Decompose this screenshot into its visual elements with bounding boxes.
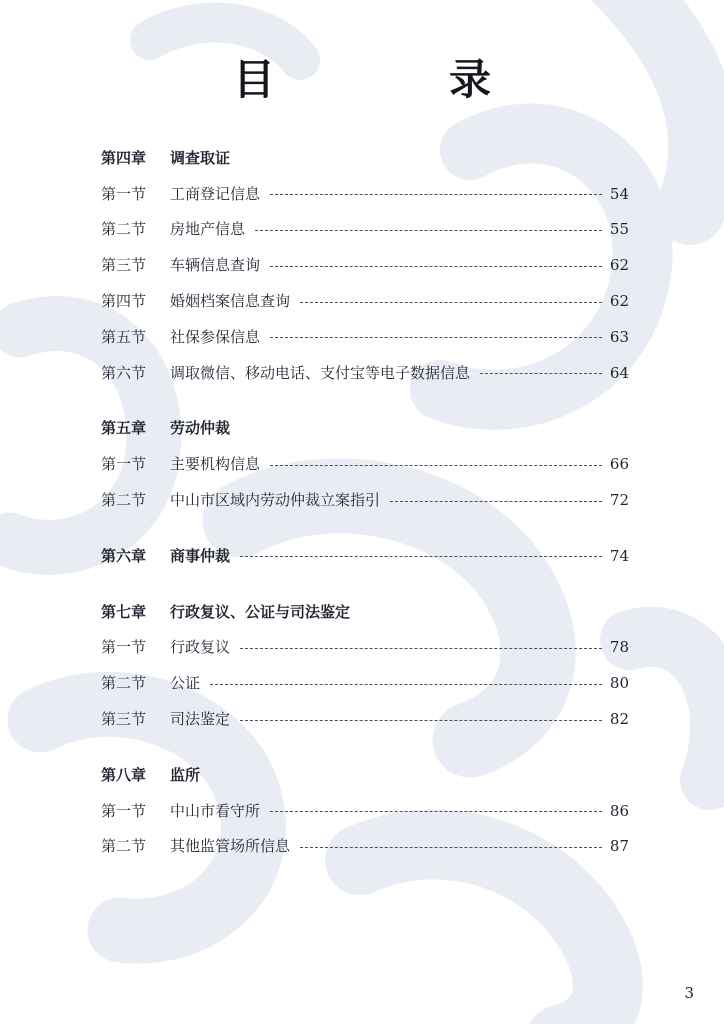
toc-section-row[interactable] <box>101 793 629 829</box>
section-number: 第三节 <box>101 256 147 275</box>
page-number: 3 <box>684 984 694 1002</box>
section-title: 司法鉴定 <box>170 710 231 729</box>
section-number: 第一节 <box>101 184 147 203</box>
toc-chapter-group <box>101 411 629 518</box>
dotted-leader <box>270 266 602 267</box>
toc-chapter-group <box>101 538 629 574</box>
toc-page-number: 62 <box>609 256 629 275</box>
toc-page-number: 82 <box>609 710 629 729</box>
dotted-leader <box>480 373 602 374</box>
dotted-leader <box>270 337 602 338</box>
dotted-leader <box>240 720 602 721</box>
toc-chapter-group <box>101 757 629 864</box>
toc-page-number: 55 <box>609 220 629 239</box>
section-number: 第一节 <box>101 638 147 657</box>
toc-section-row[interactable] <box>101 247 629 283</box>
dotted-leader <box>240 648 602 649</box>
section-title: 主要机构信息 <box>170 455 261 474</box>
toc-chapter-row[interactable] <box>101 757 629 793</box>
dotted-leader <box>270 811 602 812</box>
toc-section-row[interactable] <box>101 176 629 212</box>
chapter-number: 第六章 <box>101 546 147 565</box>
chapter-number: 第七章 <box>101 602 147 621</box>
section-title: 公证 <box>170 674 201 693</box>
toc-page-number: 78 <box>609 638 629 657</box>
toc-chapter-row[interactable] <box>101 538 629 574</box>
dotted-leader <box>390 501 602 502</box>
toc-chapter-row[interactable] <box>101 594 629 630</box>
section-number: 第一节 <box>101 801 147 820</box>
toc-section-row[interactable] <box>101 482 629 518</box>
section-title: 调取微信、移动电话、支付宝等电子数据信息 <box>170 363 471 382</box>
toc-page-number: 64 <box>609 363 629 382</box>
toc-chapter-group <box>101 594 629 737</box>
toc-chapter-row[interactable] <box>101 411 629 447</box>
section-title: 车辆信息查询 <box>170 256 261 275</box>
toc-page-number: 87 <box>609 837 629 856</box>
toc-page-number: 63 <box>609 327 629 346</box>
toc-section-row[interactable] <box>101 212 629 248</box>
section-number: 第二节 <box>101 674 147 693</box>
toc-page-number: 74 <box>609 546 629 565</box>
section-number: 第二节 <box>101 491 147 510</box>
dotted-leader <box>270 465 602 466</box>
toc-page-number: 72 <box>609 491 629 510</box>
toc-page-number: 86 <box>609 801 629 820</box>
chapter-title: 监所 <box>170 765 201 784</box>
dotted-leader <box>270 194 602 195</box>
dotted-leader <box>240 556 602 557</box>
chapter-number: 第五章 <box>101 419 147 438</box>
section-title: 中山市区域内劳动仲裁立案指引 <box>170 491 381 510</box>
dotted-leader <box>210 684 602 685</box>
section-title: 婚姻档案信息查询 <box>170 292 291 311</box>
dotted-leader <box>300 847 602 848</box>
section-number: 第六节 <box>101 363 147 382</box>
section-number: 第四节 <box>101 292 147 311</box>
section-number: 第五节 <box>101 327 147 346</box>
dotted-leader <box>255 230 602 231</box>
section-title: 工商登记信息 <box>170 184 261 203</box>
section-title: 社保参保信息 <box>170 327 261 346</box>
section-title: 其他监管场所信息 <box>170 837 291 856</box>
section-number: 第二节 <box>101 837 147 856</box>
chapter-title: 调查取证 <box>170 148 231 167</box>
toc-section-row[interactable] <box>101 446 629 482</box>
toc-page-number: 66 <box>609 455 629 474</box>
toc-section-row[interactable] <box>101 665 629 701</box>
dotted-leader <box>300 302 602 303</box>
toc-chapter-group <box>101 140 629 391</box>
toc-section-row[interactable] <box>101 829 629 865</box>
toc-chapter-row[interactable] <box>101 140 629 176</box>
toc-section-row[interactable] <box>101 630 629 666</box>
section-number: 第三节 <box>101 710 147 729</box>
toc-page-number: 54 <box>609 184 629 203</box>
toc-section-row[interactable] <box>101 283 629 319</box>
section-title: 房地产信息 <box>170 220 246 239</box>
toc-section-row[interactable] <box>101 701 629 737</box>
page-title: 目 录 <box>232 55 557 104</box>
chapter-number: 第四章 <box>101 148 147 167</box>
chapter-number: 第八章 <box>101 765 147 784</box>
chapter-title: 行政复议、公证与司法鉴定 <box>170 602 351 621</box>
toc-page-number: 80 <box>609 674 629 693</box>
toc-page-number: 62 <box>609 292 629 311</box>
toc-section-row[interactable] <box>101 355 629 391</box>
table-of-contents <box>101 140 629 884</box>
toc-section-row[interactable] <box>101 319 629 355</box>
section-title: 中山市看守所 <box>170 801 261 820</box>
section-number: 第二节 <box>101 220 147 239</box>
section-title: 行政复议 <box>170 638 231 657</box>
section-number: 第一节 <box>101 455 147 474</box>
chapter-title: 劳动仲裁 <box>170 419 231 438</box>
chapter-title: 商事仲裁 <box>170 546 231 565</box>
